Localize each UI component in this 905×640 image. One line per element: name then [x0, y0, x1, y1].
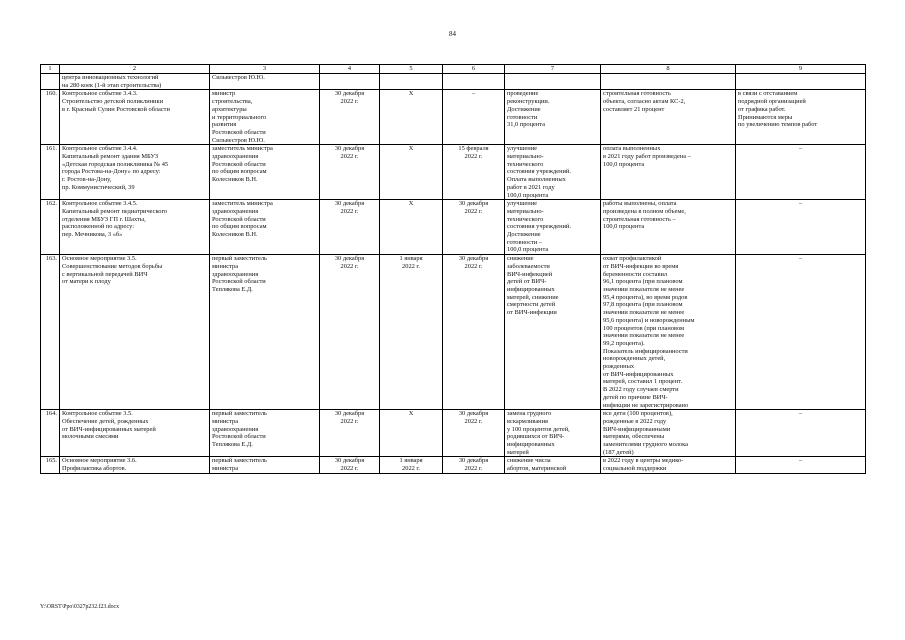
actual-date-cell	[443, 74, 505, 90]
plan-date-cell	[320, 74, 380, 90]
responsible-cell: первый заместитель министра здравоохранения Ростовской области Теплякова Е.Д.	[210, 410, 320, 457]
table-row	[41, 200, 866, 255]
start-date-cell: Х	[380, 410, 443, 457]
actual-date-cell: 30 декабря 2022 г.	[443, 200, 505, 255]
header-cell: 6	[443, 65, 505, 74]
expected-result-cell: снижение заболеваемости ВИЧ-инфекцией детей от ВИЧ- инфицированных матерей, снижение смертности детей от ВИЧ-инфекции	[505, 255, 601, 410]
row-number-cell: 164.	[41, 410, 60, 457]
table-row	[41, 457, 866, 473]
responsible-cell: первый заместитель министра здравоохранения Ростовской области Теплякова Е.Д.	[210, 255, 320, 410]
table-row	[41, 255, 866, 410]
table-row	[41, 74, 866, 90]
row-number-cell: 165.	[41, 457, 60, 473]
note-cell: –	[736, 200, 866, 255]
note-cell: в связи с отставанием подрядной организацией от графика работ. Принимаются меры по увеличению темпов работ	[736, 90, 866, 145]
actual-result-cell	[601, 74, 736, 90]
actual-result-cell: охват профилактикой от ВИЧ-инфекции во время беременности составил 96,1 процента (при плановом значении показателя не менее 95,4 процента), во время родов 97,8 процента (при плановом значении показателя не менее 95,6 процента) и новорожденным 100 процентов (при плановом значении показателя не менее 99,2 процента). Показатель инфицированности новорожденных детей, рожденных от ВИЧ-инфицированных матерей, составил 1 процент. В 2022 году случаев смерти детей по причине ВИЧ- инфекции не зарегистрировано	[601, 255, 736, 410]
row-number-cell: 161.	[41, 145, 60, 200]
responsible-cell: заместитель министра здравоохранения Ростовской области по общим вопросам Колесников В.Н.	[210, 200, 320, 255]
table-row	[41, 145, 866, 200]
table-row	[41, 90, 866, 145]
header-cell: 8	[601, 65, 736, 74]
header-cell: 4	[320, 65, 380, 74]
note-cell	[736, 74, 866, 90]
event-cell: Контрольное событие 3.4.3. Строительство детской поликлиники в г. Красный Сулин Ростовской области	[60, 90, 210, 145]
row-number-cell: 162.	[41, 200, 60, 255]
row-number-cell: 163.	[41, 255, 60, 410]
start-date-cell: 1 января 2022 г.	[380, 255, 443, 410]
event-cell: Основное мероприятие 3.5. Совершенствование методов борьбы с вертикальной передачей ВИЧ от матери к плоду	[60, 255, 210, 410]
actual-date-cell: 15 февраля 2022 г.	[443, 145, 505, 200]
actual-date-cell: 30 декабря 2022 г.	[443, 410, 505, 457]
row-number-cell	[41, 74, 60, 90]
event-cell: Контрольное событие 3.5. Обеспечение детей, рожденных от ВИЧ-инфицированных матерей молочными смесями	[60, 410, 210, 457]
plan-date-cell: 30 декабря 2022 г.	[320, 410, 380, 457]
responsible-cell: заместитель министра здравоохранения Ростовской области по общим вопросам Колесников В.Н.	[210, 145, 320, 200]
expected-result-cell: проведение реконструкции. Достижение готовности 31,0 процента	[505, 90, 601, 145]
report-table	[40, 64, 866, 474]
start-date-cell: Х	[380, 90, 443, 145]
responsible-cell: министр строительства, архитектуры и территориального развития Ростовской области Сильвестров Ю.Ю.	[210, 90, 320, 145]
header-cell: 2	[60, 65, 210, 74]
note-cell: –	[736, 255, 866, 410]
table-body	[41, 65, 866, 474]
actual-result-cell: все дети (100 процентов), рожденные в 2022 году ВИЧ-инфицированными матерями, обеспечены заменителями грудного молока (187 детей)	[601, 410, 736, 457]
page-number: 84	[449, 30, 456, 38]
expected-result-cell: снижение числа абортов, материнской	[505, 457, 601, 473]
actual-result-cell: работы выполнены, оплата произведена в полном объеме, строительная готовность – 100,0 процента	[601, 200, 736, 255]
event-cell: центра инновационных технологий на 280 коек (1-й этап строительства)	[60, 74, 210, 90]
expected-result-cell	[505, 74, 601, 90]
start-date-cell	[380, 74, 443, 90]
header-row	[41, 65, 866, 74]
event-cell: Контрольное событие 3.4.4. Капитальный ремонт здания МБУЗ «Детская городская поликлиника № 45 города Ростова-на-Дону» по адресу: г. Ростов-на-Дону, пр. Коммунистический, 39	[60, 145, 210, 200]
header-cell: 5	[380, 65, 443, 74]
responsible-cell: Сильвестров Ю.Ю.	[210, 74, 320, 90]
actual-date-cell: 30 декабря 2022 г.	[443, 457, 505, 473]
plan-date-cell: 30 декабря 2022 г.	[320, 200, 380, 255]
start-date-cell: 1 января 2022 г.	[380, 457, 443, 473]
responsible-cell: первый заместитель министра	[210, 457, 320, 473]
plan-date-cell: 30 декабря 2022 г.	[320, 90, 380, 145]
plan-date-cell: 30 декабря 2022 г.	[320, 145, 380, 200]
event-cell: Контрольное событие 3.4.5. Капитальный ремонт педиатрического отделения МБУЗ ГП г. Шахты, расположенной по адресу: пер. Мечникова, 3 «б»	[60, 200, 210, 255]
header-cell: 3	[210, 65, 320, 74]
footer-file-path: Y:\ORST\Ppo\0327p232.f23.docx	[40, 604, 120, 610]
row-number-cell: 160.	[41, 90, 60, 145]
start-date-cell: Х	[380, 145, 443, 200]
expected-result-cell: улучшение материально- технического состояния учреждений. Оплата выполненных работ в 2021 году 100,0 процента	[505, 145, 601, 200]
note-cell: –	[736, 145, 866, 200]
actual-date-cell: 30 декабря 2022 г.	[443, 255, 505, 410]
expected-result-cell: замена грудного вскармливания у 100 процентов детей, родившихся от ВИЧ- инфицированных матерей	[505, 410, 601, 457]
start-date-cell: Х	[380, 200, 443, 255]
actual-date-cell: –	[443, 90, 505, 145]
actual-result-cell: строительная готовность объекта, согласно актам КС-2, составляет 21 процент	[601, 90, 736, 145]
plan-date-cell: 30 декабря 2022 г.	[320, 255, 380, 410]
header-cell: 1	[41, 65, 60, 74]
plan-date-cell: 30 декабря 2022 г.	[320, 457, 380, 473]
header-cell: 7	[505, 65, 601, 74]
table-row	[41, 410, 866, 457]
header-cell: 9	[736, 65, 866, 74]
note-cell: –	[736, 457, 866, 473]
actual-result-cell: в 2022 году в центры медико- социальной поддержки	[601, 457, 736, 473]
actual-result-cell: оплата выполненных в 2021 году работ произведена – 100,0 процента	[601, 145, 736, 200]
expected-result-cell: улучшение материально- технического состояния учреждений. Достижение готовности – 100,0 процента	[505, 200, 601, 255]
note-cell: –	[736, 410, 866, 457]
event-cell: Основное мероприятие 3.6. Профилактика абортов.	[60, 457, 210, 473]
